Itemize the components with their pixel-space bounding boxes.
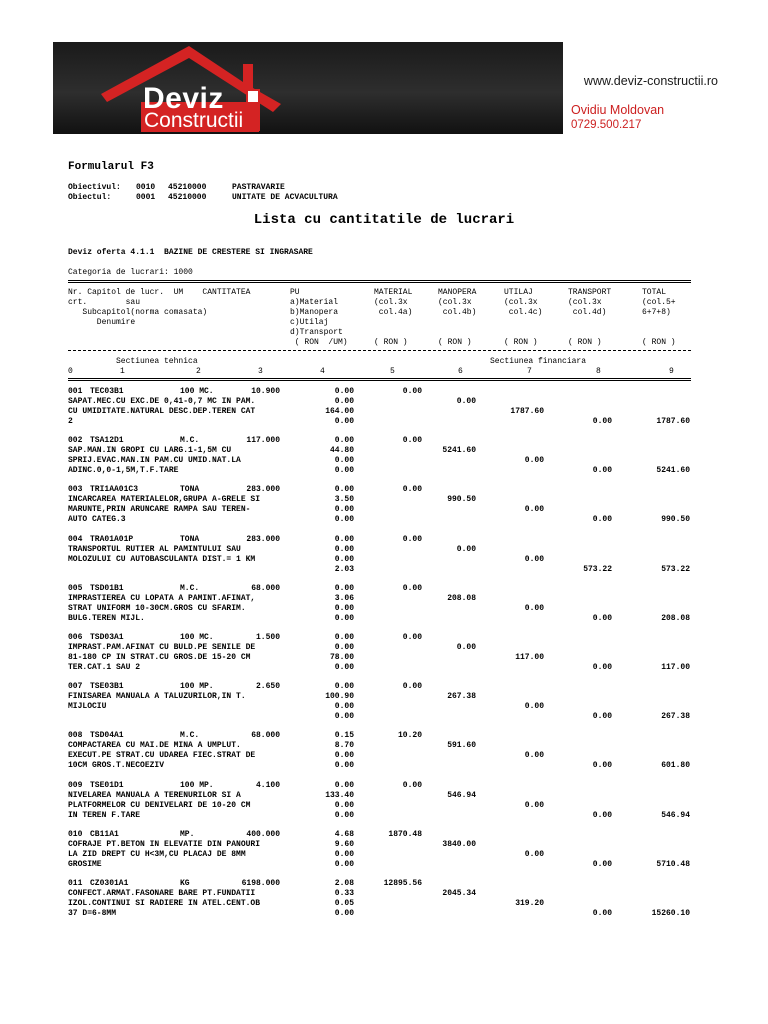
item-quantity: 283.000: [246, 485, 280, 495]
item-description-line: MOLOZULUI CU AUTOBASCULANTA DIST.= 1 KM: [68, 554, 256, 564]
table-row: [68, 436, 691, 485]
utilaj-value: 0.00: [524, 751, 544, 761]
item-code: TSD01B1: [90, 583, 124, 593]
item-unit: 100 MP.: [180, 682, 214, 692]
header-total: TOTAL (col.5+ 6+7+8) ( RON ): [642, 288, 676, 347]
item-description-line: TRANSPORTUL RUTIER AL PAMINTULUI SAU: [68, 544, 241, 554]
item-number: 009: [68, 780, 83, 790]
transport-value: 0.00: [592, 761, 612, 771]
item-quantity: 6198.000: [241, 879, 280, 888]
unit-price-material: 0.15: [334, 731, 354, 741]
logo-word-deviz: Deviz: [143, 82, 224, 115]
item-description-line: 81-180 CP IN STRAT.CU GROS.DE 15-20 CM: [68, 653, 251, 662]
material-value: 1870.48: [388, 829, 422, 839]
table-row: [68, 387, 691, 436]
obiectivul-label: Obiectivul:: [68, 183, 121, 192]
item-quantity: 10.900: [251, 387, 280, 396]
item-quantity: 2.650: [255, 682, 280, 692]
material-value: 0.00: [402, 633, 422, 642]
manopera-value: 3840.00: [442, 839, 476, 849]
manopera-value: 591.60: [447, 741, 476, 751]
unit-price-manopera: 9.60: [334, 839, 354, 849]
item-unit: MP.: [180, 829, 195, 839]
item-description-line: INCARCAREA MATERIALELOR,GRUPA A-GRELE SI: [68, 495, 261, 505]
unit-price-utilaj: 0.05: [334, 899, 354, 908]
section-financiara: Sectiunea financiara: [490, 357, 587, 366]
utilaj-value: 0.00: [524, 849, 544, 859]
total-value: 990.50: [661, 515, 690, 525]
item-unit: TONA: [180, 485, 200, 495]
section-tehnica: Sectiunea tehnica: [116, 357, 198, 366]
material-value: 0.00: [402, 387, 422, 396]
transport-value: 0.00: [592, 466, 612, 476]
item-description-line: IZOL.CONTINUI SI RADIERE IN ATEL.CENT.OB: [68, 899, 261, 908]
item-description-line: SAPAT.MEC.CU EXC.DE 0,41-0,7 MC IN PAM.: [68, 397, 256, 406]
item-description-line: PLATFORMELOR CU DENIVELARI DE 10-20 CM: [68, 800, 251, 810]
transport-value: 0.00: [592, 712, 612, 722]
item-description-line: NIVELAREA MANUALA A TERENURILOR SI A: [68, 790, 241, 800]
item-code: TRI1AA01C3: [90, 485, 139, 495]
manopera-value: 2045.34: [442, 889, 476, 898]
header-denumire: Denumire: [68, 318, 136, 327]
item-unit: M.C.: [180, 731, 200, 741]
transport-value: 0.00: [592, 810, 612, 820]
item-unit: M.C.: [180, 583, 200, 593]
item-number: 001: [68, 387, 83, 396]
item-description-line: EXECUT.PE STRAT.CU UDAREA FIEC.STRAT DE: [68, 751, 256, 761]
utilaj-value: 0.00: [524, 603, 544, 613]
unit-price-material: 4.68: [334, 829, 354, 839]
item-description-line: COMPACTAREA CU MAI.DE MINA A UMPLUT.: [68, 741, 241, 751]
header-utilaj: UTILAJ (col.3x col.4c) ( RON ): [504, 288, 543, 347]
item-description-line: SPRIJ.EVAC.MAN.IN PAM.CU UMID.NAT.LA: [68, 456, 241, 466]
item-description-line: 2: [68, 417, 73, 426]
header-rule-top: [68, 280, 691, 283]
unit-price-manopera: 0.00: [334, 643, 354, 652]
header-pu: PU a)Material b)Manopera c)Utilaj d)Transport ( RON /UM): [290, 288, 348, 347]
item-description-line: CONFECT.ARMAT.FASONARE BARE PT.FUNDATII: [68, 889, 256, 898]
unit-price-utilaj: 78.00: [329, 653, 354, 662]
col-number-5: 5: [390, 367, 395, 376]
manopera-value: 0.00: [456, 544, 476, 554]
table-row: [68, 584, 691, 633]
total-value: 15260.10: [651, 909, 690, 918]
unit-price-material: 2.08: [334, 879, 354, 888]
material-value: 12895.56: [383, 879, 422, 888]
utilaj-value: 0.00: [524, 456, 544, 466]
manopera-value: 0.00: [456, 397, 476, 406]
logo-word-constructii: Constructii: [144, 109, 244, 132]
item-description-line: TER.CAT.1 SAU 2: [68, 663, 141, 672]
item-number: 005: [68, 583, 83, 593]
col-number-3: 3: [258, 367, 263, 376]
item-description-line: CU UMIDITATE.NATURAL DESC.DEP.TEREN CAT: [68, 407, 256, 416]
unit-price-utilaj: 0.00: [334, 702, 354, 712]
unit-price-transport: 0.00: [334, 663, 354, 672]
col-number-4: 4: [320, 367, 325, 376]
item-description-line: MIJLOCIU: [68, 702, 107, 712]
manopera-value: 0.00: [456, 643, 476, 652]
unit-price-utilaj: 164.00: [325, 407, 354, 416]
header-nr-cap: Nr. Capitol de lucr. UM CANTITATEA: [68, 288, 251, 297]
unit-price-material: 0.00: [334, 780, 354, 790]
material-value: 0.00: [402, 534, 422, 544]
manopera-value: 546.94: [447, 790, 476, 800]
item-code: TSA12D1: [90, 436, 124, 446]
header-rule-mid: [68, 350, 691, 351]
unit-price-transport: 0.00: [334, 909, 354, 918]
item-code: TSD04A1: [90, 731, 124, 741]
unit-price-manopera: 3.50: [334, 495, 354, 505]
unit-price-material: 0.00: [334, 436, 354, 446]
item-quantity: 4.100: [255, 780, 280, 790]
unit-price-material: 0.00: [334, 633, 354, 642]
unit-price-transport: 0.00: [334, 761, 354, 771]
col-number-0: 0: [68, 367, 73, 376]
header-rule-bottom: [68, 378, 691, 381]
form-title: Formularul F3: [68, 161, 154, 173]
utilaj-value: 0.00: [524, 800, 544, 810]
unit-price-material: 0.00: [334, 485, 354, 495]
contact-phone: 0729.500.217: [571, 119, 642, 131]
unit-price-transport: 0.00: [334, 859, 354, 869]
main-title: Lista cu cantitatile de lucrari: [253, 212, 515, 228]
table-row: [68, 731, 691, 780]
table-row: [68, 879, 691, 928]
header-crt: crt. sau: [68, 298, 141, 307]
unit-price-transport: 0.00: [334, 417, 354, 426]
item-quantity: 68.000: [251, 731, 280, 741]
item-code: TRA01A01P: [90, 534, 134, 544]
item-quantity: 1.500: [255, 633, 280, 642]
unit-price-utilaj: 0.00: [334, 554, 354, 564]
unit-price-utilaj: 0.00: [334, 505, 354, 515]
item-quantity: 283.000: [246, 534, 280, 544]
table-row: [68, 781, 691, 830]
item-number: 003: [68, 485, 83, 495]
unit-price-manopera: 8.70: [334, 741, 354, 751]
table-row: [68, 485, 691, 534]
item-number: 004: [68, 534, 83, 544]
item-quantity: 68.000: [251, 583, 280, 593]
item-code: CZ0301A1: [90, 879, 129, 888]
item-code: TSE01D1: [90, 780, 124, 790]
item-description-line: SAP.MAN.IN GROPI CU LARG.1-1,5M CU: [68, 446, 232, 456]
col-number-2: 2: [196, 367, 201, 376]
unit-price-material: 0.00: [334, 387, 354, 396]
material-value: 0.00: [402, 485, 422, 495]
total-value: 117.00: [661, 663, 690, 672]
item-description-line: GROSIME: [68, 859, 102, 869]
item-number: 006: [68, 633, 83, 642]
item-unit: 100 MC.: [180, 633, 214, 642]
manopera-value: 5241.60: [442, 446, 476, 456]
item-description-line: FINISAREA MANUALA A TALUZURILOR,IN T.: [68, 692, 246, 702]
unit-price-material: 0.00: [334, 534, 354, 544]
table-row: [68, 682, 691, 731]
obiectul-code: 0001: [136, 193, 156, 202]
item-unit: 100 MC.: [180, 387, 214, 396]
contact-name: Ovidiu Moldovan: [571, 103, 665, 117]
header-material: MATERIAL (col.3x col.4a) ( RON ): [374, 288, 413, 347]
unit-price-manopera: 0.00: [334, 397, 354, 406]
unit-price-manopera: 3.06: [334, 593, 354, 603]
item-quantity: 117.000: [246, 436, 280, 446]
total-value: 573.22: [661, 564, 690, 574]
unit-price-manopera: 0.00: [334, 544, 354, 554]
item-number: 011: [68, 879, 83, 888]
utilaj-value: 1787.60: [510, 407, 544, 416]
obiectul-cpv: 45210000: [168, 193, 207, 202]
utilaj-value: 117.00: [515, 653, 544, 662]
item-description-line: BULG.TEREN MIJL.: [68, 613, 145, 623]
logo: [97, 42, 282, 134]
obiectivul-cpv: 45210000: [168, 183, 207, 192]
unit-price-utilaj: 0.00: [334, 456, 354, 466]
material-value: 0.00: [402, 583, 422, 593]
item-code: TSE03B1: [90, 682, 124, 692]
manopera-value: 267.38: [447, 692, 476, 702]
item-number: 002: [68, 436, 83, 446]
utilaj-value: 0.00: [524, 505, 544, 515]
item-description-line: AUTO CATEG.3: [68, 515, 126, 525]
total-value: 267.38: [661, 712, 690, 722]
unit-price-transport: 0.00: [334, 613, 354, 623]
utilaj-value: 319.20: [515, 899, 544, 908]
deviz-line: Deviz oferta 4.1.1 BAZINE DE CRESTERE SI INGRASARE: [68, 248, 313, 257]
unit-price-utilaj: 0.00: [334, 800, 354, 810]
total-value: 601.80: [661, 761, 690, 771]
item-unit: TONA: [180, 534, 200, 544]
transport-value: 0.00: [592, 859, 612, 869]
utilaj-value: 0.00: [524, 554, 544, 564]
item-number: 007: [68, 682, 83, 692]
item-unit: KG: [180, 879, 190, 888]
table-row: [68, 535, 691, 584]
unit-price-manopera: 100.90: [325, 692, 354, 702]
unit-price-transport: 0.00: [334, 515, 354, 525]
transport-value: 0.00: [592, 663, 612, 672]
item-quantity: 400.000: [246, 829, 280, 839]
manopera-value: 208.08: [447, 593, 476, 603]
item-code: TSD03A1: [90, 633, 124, 642]
item-number: 008: [68, 731, 83, 741]
transport-value: 0.00: [592, 417, 612, 426]
unit-price-material: 0.00: [334, 682, 354, 692]
item-description-line: LA ZID DREPT CU H<3M,CU PLACAJ DE 8MM: [68, 849, 246, 859]
item-description-line: IMPRAST.PAM.AFINAT CU BULD.PE SENILE DE: [68, 643, 256, 652]
transport-value: 573.22: [583, 564, 612, 574]
header-transport: TRANSPORT (col.3x col.4d) ( RON ): [568, 288, 612, 347]
total-value: 208.08: [661, 613, 690, 623]
total-value: 1787.60: [656, 417, 690, 426]
unit-price-transport: 0.00: [334, 810, 354, 820]
transport-value: 0.00: [592, 515, 612, 525]
unit-price-manopera: 44.80: [329, 446, 354, 456]
item-description-line: 37 D=6-8MM: [68, 909, 117, 918]
header-manopera: MANOPERA (col.3x col.4b) ( RON ): [438, 288, 477, 347]
total-value: 5241.60: [656, 466, 690, 476]
item-description-line: COFRAJE PT.BETON IN ELEVATIE DIN PANOURI: [68, 839, 261, 849]
item-description-line: STRAT UNIFORM 10-30CM.GROS CU SFARIM.: [68, 603, 246, 613]
utilaj-value: 0.00: [524, 702, 544, 712]
unit-price-utilaj: 0.00: [334, 603, 354, 613]
col-number-8: 8: [596, 367, 601, 376]
unit-price-utilaj: 0.00: [334, 849, 354, 859]
material-value: 0.00: [402, 780, 422, 790]
material-value: 10.20: [397, 731, 422, 741]
obiectivul-name: PASTRAVARIE: [232, 183, 285, 192]
unit-price-manopera: 0.33: [334, 889, 354, 898]
item-unit: M.C.: [180, 436, 200, 446]
manopera-value: 990.50: [447, 495, 476, 505]
obiectivul-code: 0010: [136, 183, 156, 192]
item-description-line: IN TEREN F.TARE: [68, 810, 141, 820]
table-row: [68, 830, 691, 879]
unit-price-transport: 2.03: [334, 564, 354, 574]
website-link[interactable]: www.deviz-constructii.ro: [583, 74, 718, 88]
item-unit: 100 MP.: [180, 780, 214, 790]
table-row: [68, 633, 691, 682]
obiectul-name: UNITATE DE ACVACULTURA: [232, 193, 338, 202]
col-number-1: 1: [120, 367, 125, 376]
header-subcapitol: Subcapitol(norma comasata): [68, 308, 208, 317]
col-number-7: 7: [527, 367, 532, 376]
transport-value: 0.00: [592, 613, 612, 623]
item-description-line: 10CM GROS.T.NECOEZIV: [68, 761, 165, 771]
col-number-6: 6: [458, 367, 463, 376]
item-code: TEC03B1: [90, 387, 124, 396]
material-value: 0.00: [402, 436, 422, 446]
obiectul-label: Obiectul:: [68, 193, 112, 202]
item-description-line: IMPRASTIEREA CU LOPATA A PAMINT.AFINAT,: [68, 593, 256, 603]
unit-price-material: 0.00: [334, 583, 354, 593]
unit-price-transport: 0.00: [334, 466, 354, 476]
item-code: CB11A1: [90, 829, 119, 839]
item-description-line: MARUNTE,PRIN ARUNCARE RAMPA SAU TEREN-: [68, 505, 251, 515]
material-value: 0.00: [402, 682, 422, 692]
unit-price-manopera: 133.40: [325, 790, 354, 800]
unit-price-utilaj: 0.00: [334, 751, 354, 761]
total-value: 5710.48: [656, 859, 690, 869]
total-value: 546.94: [661, 810, 690, 820]
item-number: 010: [68, 829, 83, 839]
item-description-line: ADINC.0,0-1,5M,T.F.TARE: [68, 466, 179, 476]
col-number-9: 9: [669, 367, 674, 376]
unit-price-transport: 0.00: [334, 712, 354, 722]
category-line: Categoria de lucrari: 1000: [68, 268, 193, 277]
transport-value: 0.00: [592, 909, 612, 918]
